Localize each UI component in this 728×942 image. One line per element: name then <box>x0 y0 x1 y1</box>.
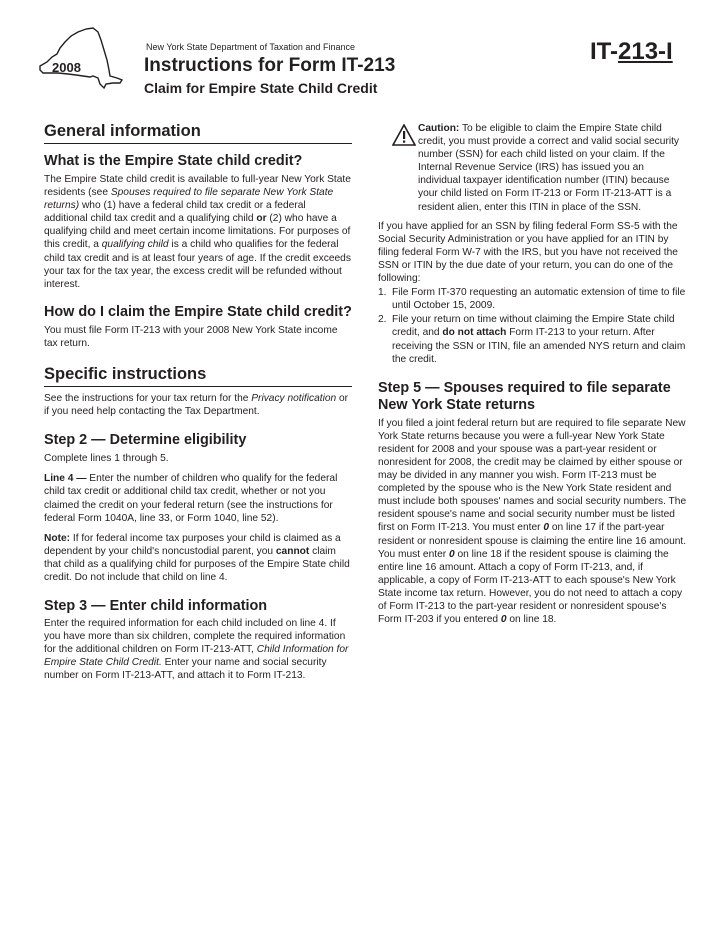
text-run: or <box>256 213 267 225</box>
form-code <box>590 38 673 66</box>
text-run: who (1) have a federal child tax credit or a federal additional child tax credit and a qualifying child <box>44 200 306 225</box>
text-run: on line 18 if the resident spouse is claiming the entire line 16 amount. Attach a copy of Form IT-213, and, if applicable, a copy of Form IT-213-ATT to each spouse's New York State income tax return. However, you do not need to attach a copy of Form IT-213 to the part-year resident or nonresident spouse's Form IT-203 if you entered <box>378 548 683 626</box>
text-run: Form IT-213 to your return. After receiving the SSN or ITIN, file an amended NYS return and claim the credit. <box>392 327 686 365</box>
text-run: If for federal income tax purposes your child is claimed as a dependent by your child's noncustodial parent, you <box>44 532 341 557</box>
form-code-prefix: IT- <box>590 38 618 65</box>
text-run: do not attach <box>442 327 507 339</box>
step-3-heading: Step 3 — Enter child information <box>44 598 268 615</box>
page-subtitle: Claim for Empire State Child Credit <box>144 80 378 96</box>
text-run: If you filed a joint federal return but are required to file separate New York State returns because you were a full-year New York State resident for 2008 and your spouse was a part-year resident or nonresident for 2008, the credit may be claimed by either spouse or may be divided in any manner you wish. Form IT-213 must be completed by the spouse who is the New York State resident and must include both spouses' names and social security numbers. The resident spouse's name and social security number must be listed first on Form IT-213. You must enter <box>378 417 687 534</box>
step-3-paragraph <box>44 617 352 682</box>
caution-block <box>378 122 688 214</box>
text-run: Child Information for Empire State Child Credit. <box>44 644 349 669</box>
left-column <box>44 122 352 683</box>
text-run: on line 17 if the part-year resident or nonresident spouse is claiming the entire line 16 amount. You must enter <box>378 522 687 560</box>
step-2-paragraph: Complete lines 1 through 5. <box>44 453 169 465</box>
text-run: claim that child as a qualifying child for purposes of the Empire State child credit. Do not include that child on line 4. <box>44 545 350 583</box>
text-run: Enter your name and social security number on Form IT-213-ATT, and attach it to Form IT-213. <box>44 657 327 682</box>
caution-label: Caution: <box>418 123 460 134</box>
note-label: Note: <box>44 532 71 544</box>
options-list <box>378 286 688 366</box>
step-5-paragraph <box>378 417 688 627</box>
line-4-paragraph <box>44 472 352 524</box>
list-item <box>378 313 688 365</box>
text-run: Enter the number of children who qualify for the federal child tax credit or additional child tax credit, whether or not you claimed the credit on your federal return (see the instructions for federal Form 1040A, line 33, or Form 1040, line 52). <box>44 473 338 524</box>
text-run: To be eligible to claim the Empire State child credit, you must provide a correct and valid social security number (SSN) for each child listed on your claim. If the Internal Revenue Service (IRS) has issued you an individual taxpayer identification number (ITIN) because your child listed on Form IT-213 or Form IT-213-ATT is a resident alien, enter this ITIN in place of the SSN. <box>418 123 680 213</box>
year-label: 2008 <box>52 60 81 75</box>
text-run: cannot <box>275 545 310 557</box>
caution-warning-icon <box>392 124 416 146</box>
what-is-credit-paragraph <box>44 173 352 291</box>
text-run: or if you need help contacting the Tax Department. <box>44 393 349 418</box>
list-number: 1. <box>378 287 387 299</box>
what-is-credit-heading: What is the Empire State child credit? <box>44 153 303 169</box>
list-number: 2. <box>378 314 387 326</box>
caution-paragraph <box>378 122 688 214</box>
how-to-claim-paragraph: You must file Form IT-213 with your 2008 New York State income tax return. <box>44 324 338 349</box>
text-run: File your return on time without claiming the Empire State child credit, and <box>392 314 675 339</box>
specific-instructions-heading: Specific instructions <box>44 365 352 387</box>
general-information-heading: General information <box>44 122 352 144</box>
text-run: The Empire State child credit is available to full-year New York State residents (see <box>44 174 351 199</box>
form-code-suffix: 213-I <box>618 38 673 65</box>
applied-ssn-paragraph: If you have applied for an SSN by filing federal Form SS-5 with the Social Security Administration or you have applied for an ITIN by filing federal Form W-7 with the IRS, but you have not received the SSN or ITIN by the due date of your return, you can do one of the following: <box>378 220 678 285</box>
note-paragraph <box>44 532 352 584</box>
new-york-state-map-logo <box>38 26 124 92</box>
text-run: Enter the required information for each child included on line 4. If you have more than six children, complete the required information for the additional children on Form IT-213-ATT, <box>44 618 346 656</box>
text-run: is a child who qualifies for the federal child tax credit and is at least four years of age. If the credit exceeds your tax for the tax year, the excess credit will be refunded without interest. <box>44 239 351 290</box>
specific-instructions-paragraph <box>44 392 352 418</box>
text-run: qualifying child <box>101 239 169 251</box>
text-run: 0 <box>448 548 455 560</box>
text-run: 0 <box>500 614 507 626</box>
text-run: (2) who have a qualifying child and meet certain income limitations. For purposes of this credit, a <box>44 213 351 251</box>
text-run: File Form IT-370 requesting an automatic extension of time to file until October 15, 2009. <box>392 287 686 312</box>
text-run: 0 <box>543 522 550 534</box>
right-column <box>378 122 688 626</box>
step-5-heading: Step 5 — Spouses required to file separate New York State returns <box>378 379 671 413</box>
text-run: Privacy notification <box>251 393 337 405</box>
text-run: See the instructions for your tax return for the <box>44 393 252 405</box>
text-run: Spouses required to file separate New York State returns) <box>44 187 334 212</box>
step-2-heading: Step 2 — Determine eligibility <box>44 432 247 449</box>
list-item <box>378 286 688 312</box>
text-run: on line 18. <box>506 614 557 626</box>
how-to-claim-heading: How do I claim the Empire State child credit? <box>44 303 352 320</box>
department-name: New York State Department of Taxation and Finance <box>146 42 355 52</box>
page-title: Instructions for Form IT-213 <box>144 55 396 76</box>
line-4-label: Line 4 — <box>44 473 87 485</box>
